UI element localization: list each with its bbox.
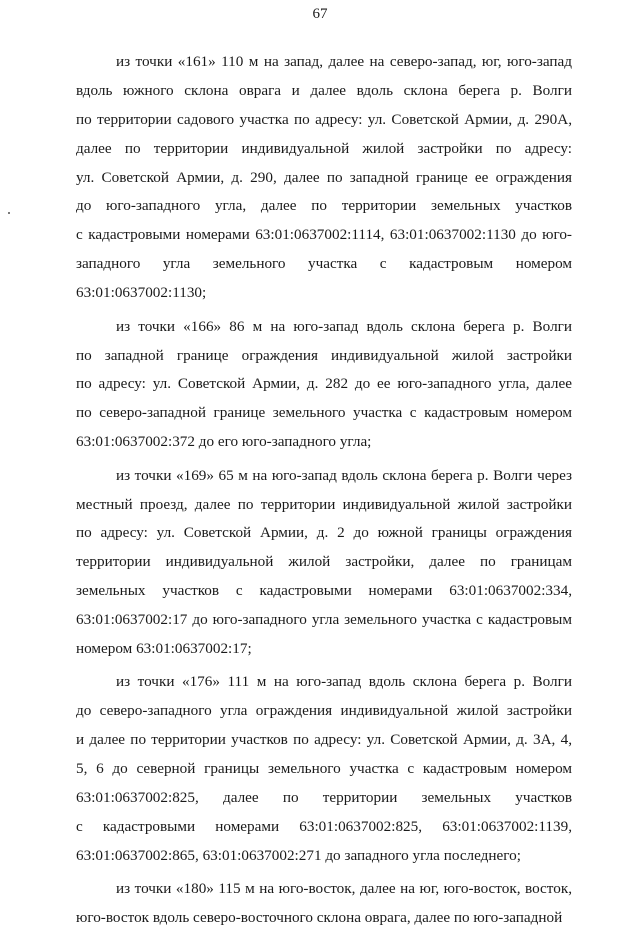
text-line: земельных участков с кадастровыми номерами 63:01:0637002:334, [76,582,572,600]
text-line: из точки «169» 65 м на юго-запад вдоль склона берега р. Волги через [116,466,572,484]
paragraph [0,668,640,870]
paragraph [0,313,640,457]
paragraph [0,462,640,664]
text-line: из точки «176» 111 м на юго-запад вдоль склона берега р. Волги [116,673,572,691]
text-line: с кадастровыми номерами 63:01:0637002:825, 63:01:0637002:1139, [76,817,572,835]
text-line: номером 63:01:0637002:17; [76,640,252,657]
text-line: до северо-западного угла ограждения индивидуальной жилой застройки [76,702,572,720]
page-number: 67 [312,6,328,22]
text-line: по западной границе ограждения индивидуальной жилой застройки [76,346,572,364]
text-line: 63:01:0637002:865, 63:01:0637002:271 до западного угла последнего; [76,846,521,864]
text-line: по адресу: ул. Советской Армии, д. 282 до ее юго-западного угла, далее [76,375,572,393]
text-line: с кадастровыми номерами 63:01:0637002:1114, 63:01:0637002:1130 до юго- [76,226,572,244]
document-body [0,48,640,933]
text-line: юго-восток вдоль северо-восточного склона оврага, далее по юго-западной [76,909,563,927]
text-line: вдоль южного склона оврага и далее вдоль склона берега р. Волги [76,81,572,99]
text-line: 5, 6 до северной границы земельного участка с кадастровым номером [76,760,572,778]
text-line: по адресу: ул. Советской Армии, д. 2 до южной границы ограждения [76,524,572,542]
text-line: из точки «180» 115 м на юго-восток, далее на юг, юго-восток, восток, [116,880,572,898]
text-line: из точки «166» 86 м на юго-запад вдоль склона берега р. Волги [116,317,572,335]
text-line: ул. Советской Армии, д. 290, далее по западной границе ее ограждения [76,168,572,186]
text-line: территории индивидуальной жилой застройки, далее по границам [76,553,572,571]
text-line: из точки «161» 110 м на запад, далее на северо-запад, юг, юго-запад [116,53,572,70]
text-line: далее по территории индивидуальной жилой застройки по адресу: [76,139,572,157]
paragraph [0,875,640,933]
text-line: до юго-западного угла, далее по территории земельных участков [76,197,572,215]
text-line: по северо-западной границе земельного участка с кадастровым номером [76,404,572,422]
text-line: 63:01:0637002:17 до юго-западного угла земельного участка с кадастровым [76,611,572,629]
text-line: местный проезд, далее по территории индивидуальной жилой застройки [76,495,572,513]
text-line: 63:01:0637002:372 до его юго-западного угла; [76,433,372,451]
text-line: западного угла земельного участка с кадастровым номером [76,255,572,273]
text-line: 63:01:0637002:825, далее по территории земельных участков [76,789,572,807]
text-line: по территории садового участка по адресу: ул. Советской Армии, д. 290А, [76,110,572,128]
text-line: 63:01:0637002:1130; [76,284,207,302]
text-line: и далее по территории участков по адресу: ул. Советской Армии, д. 3А, 4, [76,731,572,749]
paragraph [0,48,640,308]
